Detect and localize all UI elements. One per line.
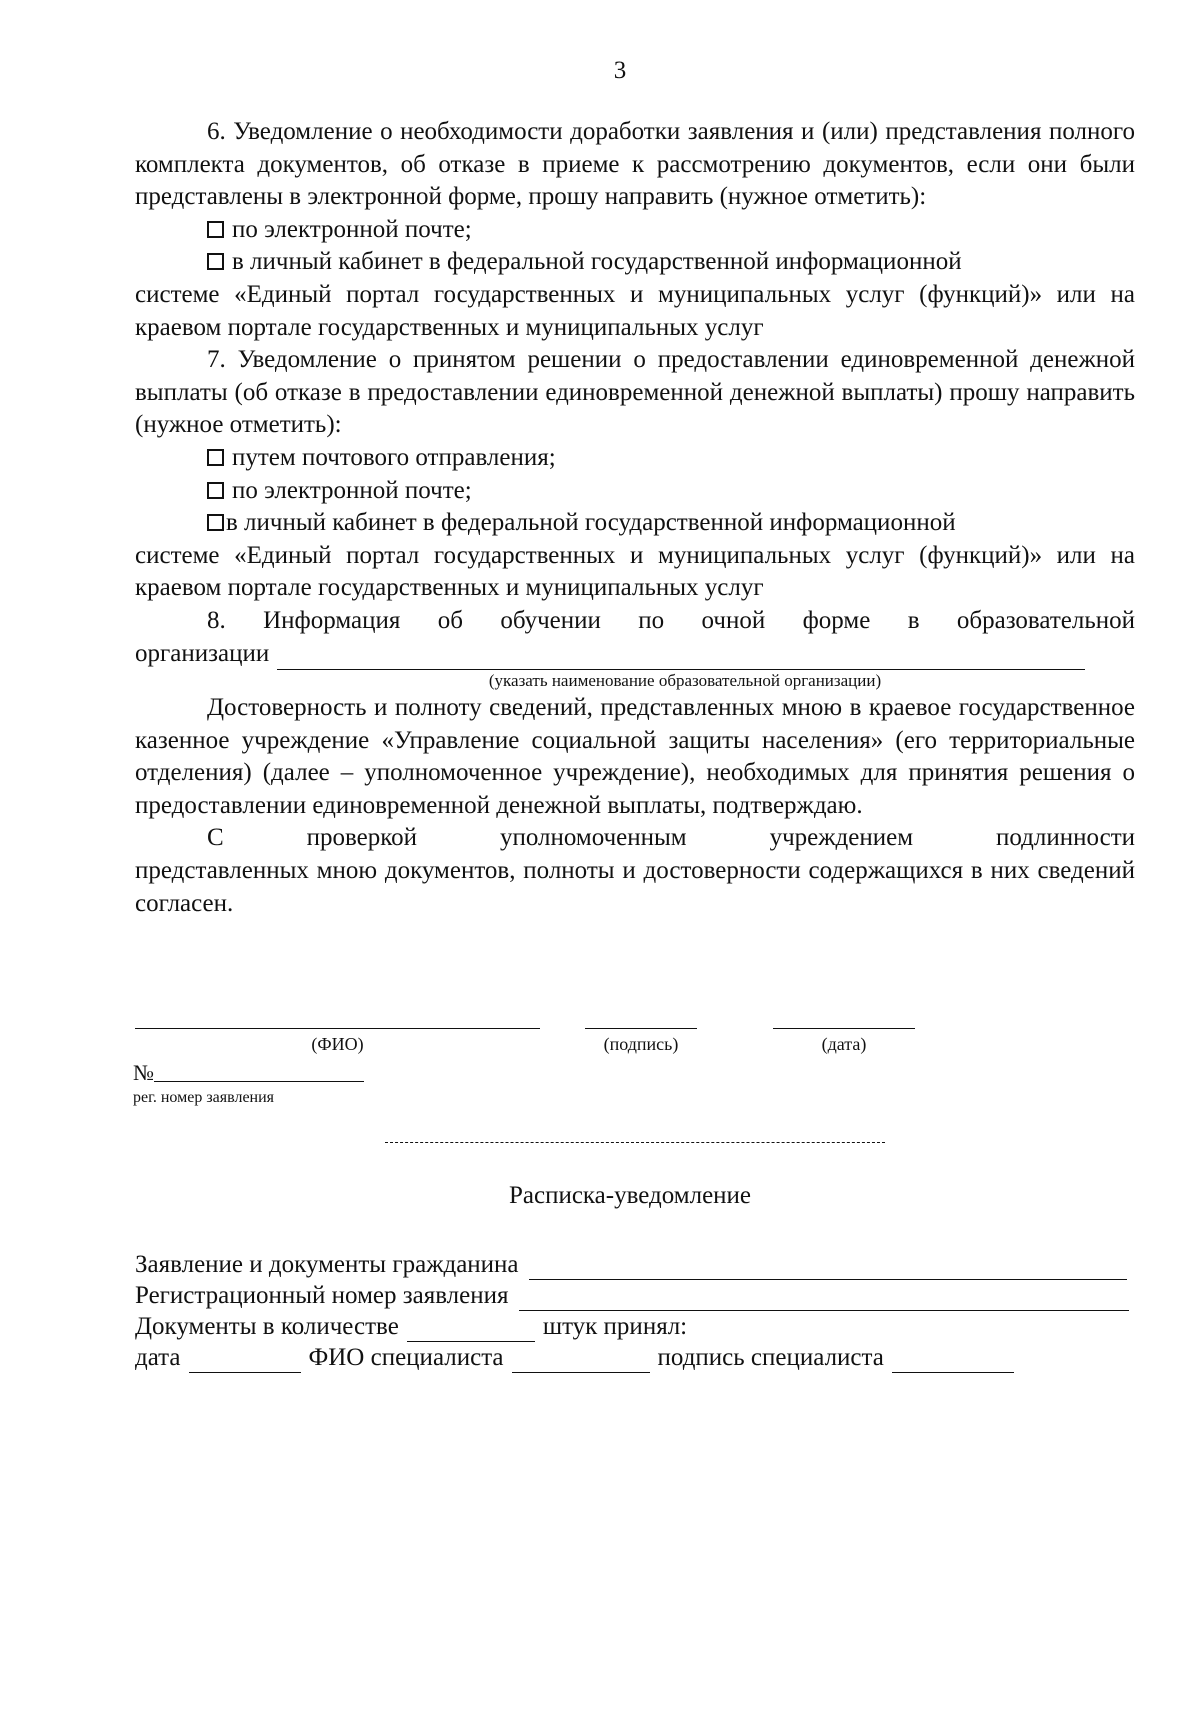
sign-caption: (подпись): [603, 1034, 679, 1054]
checkbox-icon[interactable]: [207, 449, 224, 466]
item-7-text: 7. Уведомление о принятом решении о предоставлении единовременной денежной выплаты (об отказе в предоставлении единовременной денежной выплаты) прошу направить (нужное отметить):: [135, 346, 1135, 439]
option-label-continued: системе «Единый портал государственных и муниципальных услуг (функций)» или на краевом портале государственных и муниципальных услуг: [135, 280, 1135, 341]
receipt-date-field[interactable]: [189, 1350, 301, 1373]
cut-line-divider: [385, 1142, 885, 1143]
option-label: в личный кабинет в федеральной государственной информационной: [232, 248, 962, 276]
option-label: по электронной почте;: [232, 476, 472, 504]
receipt-specialist-sign-label: подпись специалиста: [657, 1344, 884, 1371]
org-name-field[interactable]: [277, 645, 1085, 670]
date-line: [773, 1028, 915, 1029]
option-label: по электронной почте;: [232, 215, 472, 243]
receipt-count-label: Документы в количестве: [135, 1313, 399, 1340]
citizen-field[interactable]: [529, 1257, 1127, 1280]
fio-caption: (ФИО): [311, 1034, 364, 1054]
receipt-date-label: дата: [135, 1344, 181, 1371]
date-field[interactable]: [773, 1028, 915, 1055]
receipt-row-regnum: [135, 1280, 1135, 1311]
document-body: [135, 116, 1135, 920]
count-field[interactable]: [407, 1319, 535, 1342]
specialist-fio-field[interactable]: [512, 1350, 650, 1373]
item-6-option-email[interactable]: [135, 214, 1135, 247]
checkbox-icon[interactable]: [207, 253, 224, 270]
reg-number-caption: рег. номер заявления: [133, 1089, 275, 1106]
org-name-caption: (указать наименование образовательной организации): [488, 671, 882, 691]
item-7-option-post[interactable]: [135, 442, 1135, 475]
fio-line: [135, 1028, 540, 1029]
option-label: путем почтового отправления;: [232, 443, 556, 471]
sign-field[interactable]: [585, 1028, 697, 1055]
checkbox-icon[interactable]: [207, 482, 224, 499]
date-caption: (дата): [821, 1034, 867, 1054]
page-number: 3: [613, 57, 627, 84]
regnum-field[interactable]: [519, 1288, 1129, 1311]
specialist-sign-field[interactable]: [892, 1350, 1014, 1373]
sign-line: [585, 1028, 697, 1029]
receipt-title: Расписка-уведомление: [508, 1182, 752, 1209]
consent-line1: С проверкой уполномоченным учреждением подлинности: [207, 824, 1135, 852]
item-7-option-email[interactable]: [135, 475, 1135, 508]
number-sign: №: [133, 1060, 154, 1085]
checkbox-icon[interactable]: [207, 221, 224, 238]
fio-field[interactable]: [135, 1028, 540, 1055]
receipt-count-suffix: штук принял:: [542, 1313, 688, 1340]
checkbox-icon[interactable]: [207, 514, 224, 531]
receipt-specialist-label: ФИО специалиста: [308, 1344, 504, 1371]
item-7-option-cabinet[interactable]: [135, 507, 1135, 605]
reg-number-row: [133, 1060, 364, 1086]
reg-number-field[interactable]: [154, 1061, 364, 1082]
item-6-option-cabinet[interactable]: [135, 246, 1135, 344]
consent-rest: представленных мною документов, полноты и достоверности содержащихся в них сведений согласен.: [135, 857, 1135, 917]
receipt-row-signoff: [135, 1342, 1135, 1373]
item-8-line1: 8. Информация об обучении по очной форме в образовательной: [207, 606, 1135, 634]
receipt-regnum-label: Регистрационный номер заявления: [135, 1282, 509, 1309]
item-8-org-label: организации: [135, 639, 270, 667]
receipt-block: [135, 1249, 1135, 1373]
receipt-row-citizen: [135, 1249, 1135, 1280]
confirm-paragraph: Достоверность и полноту сведений, представленных мною в краевое государственное казенное учреждение «Управление социальной защиты населения» (его территориальные отделения) (далее – уполномоченное учреждение), необходимых для принятия решения о предоставлении единовременной денежной выплаты, подтверждаю.: [135, 694, 1135, 819]
option-label-continued: системе «Единый портал государственных и муниципальных услуг (функций)» или на краевом портале государственных и муниципальных услуг: [135, 541, 1135, 602]
item-6-text: 6. Уведомление о необходимости доработки заявления и (или) представления полного комплекта документов, об отказе в приеме к рассмотрению документов, если они были представлены в электронной форме, прошу направить (нужное отметить):: [135, 118, 1135, 211]
item-8-org-line: [135, 638, 1135, 671]
receipt-citizen-label: Заявление и документы гражданина: [135, 1251, 519, 1278]
option-label: в личный кабинет в федеральной государственной информационной: [226, 509, 956, 537]
receipt-row-count: [135, 1311, 1135, 1342]
